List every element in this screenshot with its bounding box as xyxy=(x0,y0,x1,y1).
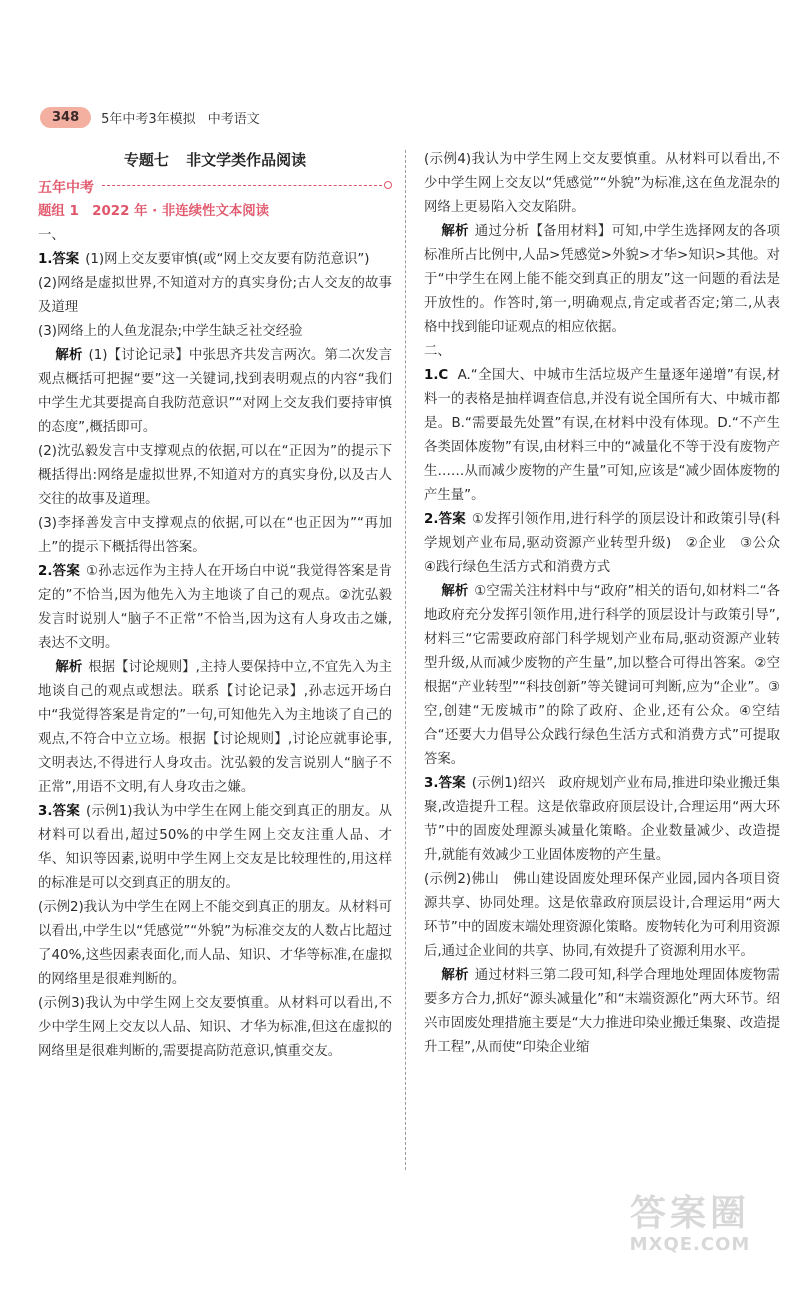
answer-label: 答案 xyxy=(438,512,466,527)
p2-q2-analysis-text: ①空需关注材料中与“政府”相关的语句,如材料二“各地政府充分发挥引领作用,进行科学的顶层设计与政策引导”,材料三“它需要政府部门科学规划产业布局,驱动资源产业转型升级,从而减少废物的产生量”,加以整合可得出答案。②空根据“产业转型”“科技创新”等关键词可判断,应为“企业”。③空,创建“无废城市”的除了政府、企业,还有公众。④空结合“还要大力倡导公众践行绿色生活方式和消费方式”可提取答案。 xyxy=(424,584,781,767)
section-label: 五年中考 xyxy=(38,180,94,196)
p2-q2-analysis xyxy=(424,580,780,772)
q3-answer xyxy=(38,800,392,896)
analysis-label: 解析 xyxy=(441,968,469,983)
page-number: 348 xyxy=(40,107,91,128)
topic-name: 非文学类作品阅读 xyxy=(186,151,307,169)
book-title: 5年中考3年模拟 xyxy=(101,111,196,127)
q1-analysis-3: (3)李择善发言中支撑观点的依据,可以在“也正因为”“再加上”的提示下概括得出答案。 xyxy=(38,516,392,555)
p2-q2-answer-text: ①发挥引领作用,进行科学的顶层设计和政策引导(科学规划产业布局,驱动资源产业转型升级) ②企业 ③公众 ④践行绿色生活方式和消费方式 xyxy=(424,512,794,575)
p2-q2-answer xyxy=(424,508,794,580)
left-column xyxy=(38,148,392,1064)
p2-q2-number: 2. xyxy=(424,512,439,527)
q3-analysis xyxy=(424,220,780,340)
answer-label: 答案 xyxy=(52,564,80,579)
part-one-label: 一、 xyxy=(38,228,65,243)
p2-q1-number: 1.C xyxy=(424,368,449,383)
q3-number: 3. xyxy=(38,804,53,819)
q2-answer-text: ①孙志远作为主持人在开场白中说“我觉得答案是肯定的”不恰当,因为他先入为主地谈了自己的观点。②沈弘毅发言时说别人“脑子不正常”不恰当,因为这有人身攻击之嫌,表达不文明。 xyxy=(38,564,393,651)
q3-example-1: (示例1)我认为中学生在网上能交到真正的朋友。从材料可以看出,超过50%的中学生网上交友注重人品、才华、知识等因素,说明中学生网上交友是比较理性的,用这样的标准是可以交到真正的朋友的。 xyxy=(38,804,392,891)
q1-answer xyxy=(38,248,392,272)
q1-analysis xyxy=(38,344,392,440)
answer-label: 答案 xyxy=(52,252,80,267)
q1-answer-line-3: (3)网络上的人鱼龙混杂;中学生缺乏社交经验 xyxy=(38,324,303,339)
q3-analysis-text: 通过分析【备用材料】可知,中学生选择网友的各项标准所占比例中,人品>凭感觉>外貌>才华>知识>其他。对于“中学生在网上能不能交到真正的朋友”这一问题的看法是开放性的。作答时,第一,明确观点,肯定或者否定;第二,从表格中找到能印证观点的相应依据。 xyxy=(424,224,781,335)
q1-analysis-2: (2)沈弘毅发言中支撑观点的依据,可以在“正因为”的提示下概括得出:网络是虚拟世界,不知道对方的真实身份,以及古人交往的故事及道理。 xyxy=(38,444,392,507)
q3-example-4: (示例4)我认为中学生网上交友要慎重。从材料可以看出,不少中学生网上交友以“凭感觉”“外貌”为标准,这在鱼龙混杂的网络上更易陷入交友陷阱。 xyxy=(424,152,780,215)
analysis-label: 解析 xyxy=(441,224,469,239)
topic-number: 专题七 xyxy=(123,151,169,169)
p2-q3-analysis-text: 通过材料三第二段可知,科学合理地处理固体废物需要多方合力,抓好“源头减量化”和“末端资源化”两大环节。绍兴市固废处理措施主要是“大力推进印染业搬迁集聚、改造提升工程”,从而使“印染企业缩 xyxy=(424,968,781,1055)
q2-answer xyxy=(38,560,392,656)
p2-q3-number: 3. xyxy=(424,776,439,791)
column-divider xyxy=(405,150,406,1170)
subject-label: 中考语文 xyxy=(207,111,260,127)
q2-analysis-text: 根据【讨论规则】,主持人要保持中立,不宜先入为主地谈自己的观点或想法。联系【讨论记录】,孙志远开场白中“我觉得答案是肯定的”一句,可知他先入为主地谈了自己的观点,不符合中立立场。根据【讨论规则】,讨论应就事论事,文明表达,不得进行人身攻击。沈弘毅的发言说别人“脑子不正常”,用语不文明,有人身攻击之嫌。 xyxy=(38,660,393,795)
answer-label: 答案 xyxy=(438,776,466,791)
section-header xyxy=(38,176,392,200)
watermark-brand: 答案圈 xyxy=(629,1192,750,1234)
q1-answer-line-1: (1)网上交友要审慎(或“网上交友要有防范意识”) xyxy=(85,252,370,267)
p2-q3-analysis xyxy=(424,964,780,1060)
q1-answer-line-2: (2)网络是虚拟世界,不知道对方的真实身份;古人交友的故事及道理 xyxy=(38,276,392,315)
p2-q3-example-2: (示例2)佛山 佛山建设固废处理环保产业园,园内各项目资源共享、协同处理。这是依靠政府顶层设计,合理运用“两大环节”中的固废末端处理资源化策略。废物转化为可利用资源后,通过企业间的共享、协同,有效提升了资源利用水平。 xyxy=(424,872,780,959)
analysis-label: 解析 xyxy=(55,348,83,363)
part-two-label: 二、 xyxy=(424,344,451,359)
q3-example-3: (示例3)我认为中学生网上交友要慎重。从材料可以看出,不少中学生网上交友以人品、知识、才华为标准,但这在虚拟的网络里是很难判断的,需要提高防范意识,慎重交友。 xyxy=(38,996,392,1059)
q2-number: 2. xyxy=(38,564,53,579)
page-header xyxy=(40,104,260,130)
watermark-logo xyxy=(620,1194,760,1254)
p2-q3-answer xyxy=(424,772,780,868)
topic-title xyxy=(38,148,392,172)
q3-example-2: (示例2)我认为中学生在网上不能交到真正的朋友。从材料可以看出,中学生以“凭感觉”“外貌”为标准交友的人数占比超过了40%,这些因素表面化,而人品、知识、才华等标准,在虚拟的网络里是很难判断的。 xyxy=(38,900,392,987)
right-column xyxy=(424,148,794,1060)
p2-q1 xyxy=(424,364,780,508)
section-rule-end-dot xyxy=(384,181,392,189)
group-title: 题组 1 2022 年 · 非连续性文本阅读 xyxy=(38,204,270,219)
analysis-label: 解析 xyxy=(55,660,83,675)
p2-q1-text: A.“全国大、中城市生活垃圾产生量逐年递增”有误,材料一的表格是抽样调查信息,并没有说全国所有大、中城市都是。B.“需要最先处置”有误,在材料中没有体现。D.“不产生各类固体废物”有误,由材料三中的“减量化不等于没有废物产生……从而减少废物的产生量”可知,应该是“减少固体废物的产生量”。 xyxy=(424,368,780,503)
q2-analysis xyxy=(38,656,392,800)
analysis-label: 解析 xyxy=(441,584,469,599)
section-rule xyxy=(102,185,382,186)
answer-label: 答案 xyxy=(52,804,80,819)
p2-q3-answer-text: (示例1)绍兴 政府规划产业布局,推进印染业搬迁集聚,改造提升工程。这是依靠政府顶层设计,合理运用“两大环节”中的固废处理源头减量化策略。企业数量减少、改造提升,就能有效减少工业固体废物的产生量。 xyxy=(424,776,780,863)
q1-analysis-1: (1)【讨论记录】中张思齐共发言两次。第二次发言观点概括可把握“要”这一关键词,找到表明观点的内容“我们中学生尤其要提高自我防范意识”“对网上交友我们要持审慎的态度”,概括即可。 xyxy=(38,348,393,435)
watermark-url: MXQE.COM xyxy=(629,1233,751,1255)
q1-number: 1. xyxy=(38,252,53,267)
